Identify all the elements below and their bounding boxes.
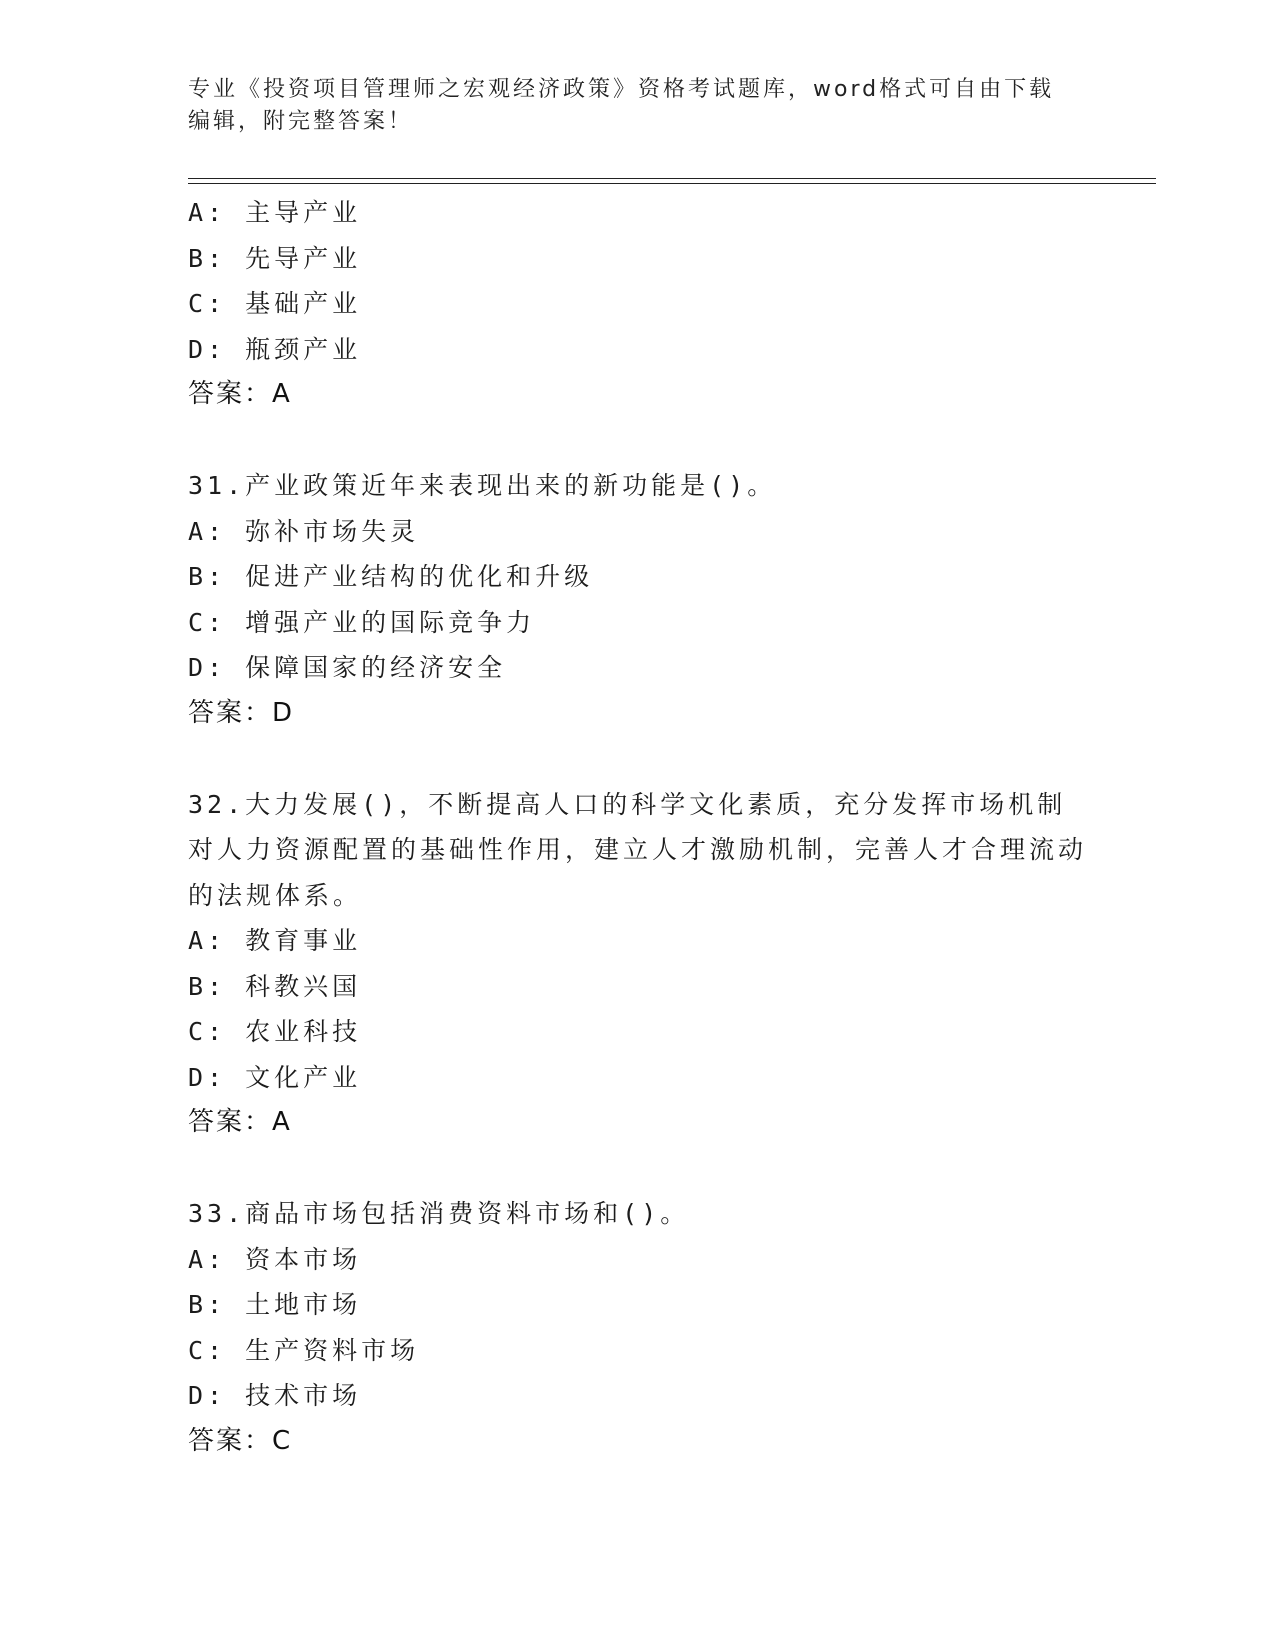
option-a: A: 资本市场 xyxy=(188,1244,362,1274)
question-block xyxy=(188,463,1088,736)
option-d: D: 保障国家的经济安全 xyxy=(188,653,507,682)
option-b: B: 促进产业结构的优化和升级 xyxy=(188,562,594,591)
option-c: C: 生产资料市场 xyxy=(188,1335,420,1365)
question-block xyxy=(188,190,1088,418)
question-stem: 32.大力发展()，不断提高人口的科学文化素质，充分发挥市场机制对人力资源配置的基础性作用，建立人才激励机制，完善人才合理流动的法规体系。 xyxy=(188,789,1088,910)
option-b: B: 科教兴国 xyxy=(188,971,362,1001)
option-d: D: 技术市场 xyxy=(188,1381,362,1410)
question-list xyxy=(188,190,1088,1464)
option-a: A: 弥补市场失灵 xyxy=(188,516,420,546)
question-stem: 31.产业政策近年来表现出来的新功能是()。 xyxy=(188,471,777,500)
option-b: B: 先导产业 xyxy=(188,243,362,273)
option-c: C: 基础产业 xyxy=(188,289,362,318)
option-a: A: 教育事业 xyxy=(188,926,362,955)
answer-label: 答案：C xyxy=(188,1425,293,1456)
answer-label: 答案：A xyxy=(188,1107,292,1137)
option-b: B: 土地市场 xyxy=(188,1290,362,1319)
option-d: D: 文化产业 xyxy=(188,1062,362,1092)
header-divider-top xyxy=(188,178,1156,179)
option-c: C: 增强产业的国际竞争力 xyxy=(188,607,536,637)
option-d: D: 瓶颈产业 xyxy=(188,334,362,364)
answer-label: 答案：D xyxy=(188,697,295,728)
question-stem: 33.商品市场包括消费资料市场和()。 xyxy=(188,1199,690,1228)
question-block xyxy=(188,1191,1088,1464)
question-block xyxy=(188,782,1088,1146)
header-divider-bottom xyxy=(188,183,1156,184)
option-a: A: 主导产业 xyxy=(188,198,362,227)
answer-label: 答案：A xyxy=(188,379,292,409)
option-c: C: 农业科技 xyxy=(188,1017,362,1046)
document-header: 专业《投资项目管理师之宏观经济政策》资格考试题库，word格式可自由下载编辑，附完整答案！ xyxy=(188,77,1055,134)
